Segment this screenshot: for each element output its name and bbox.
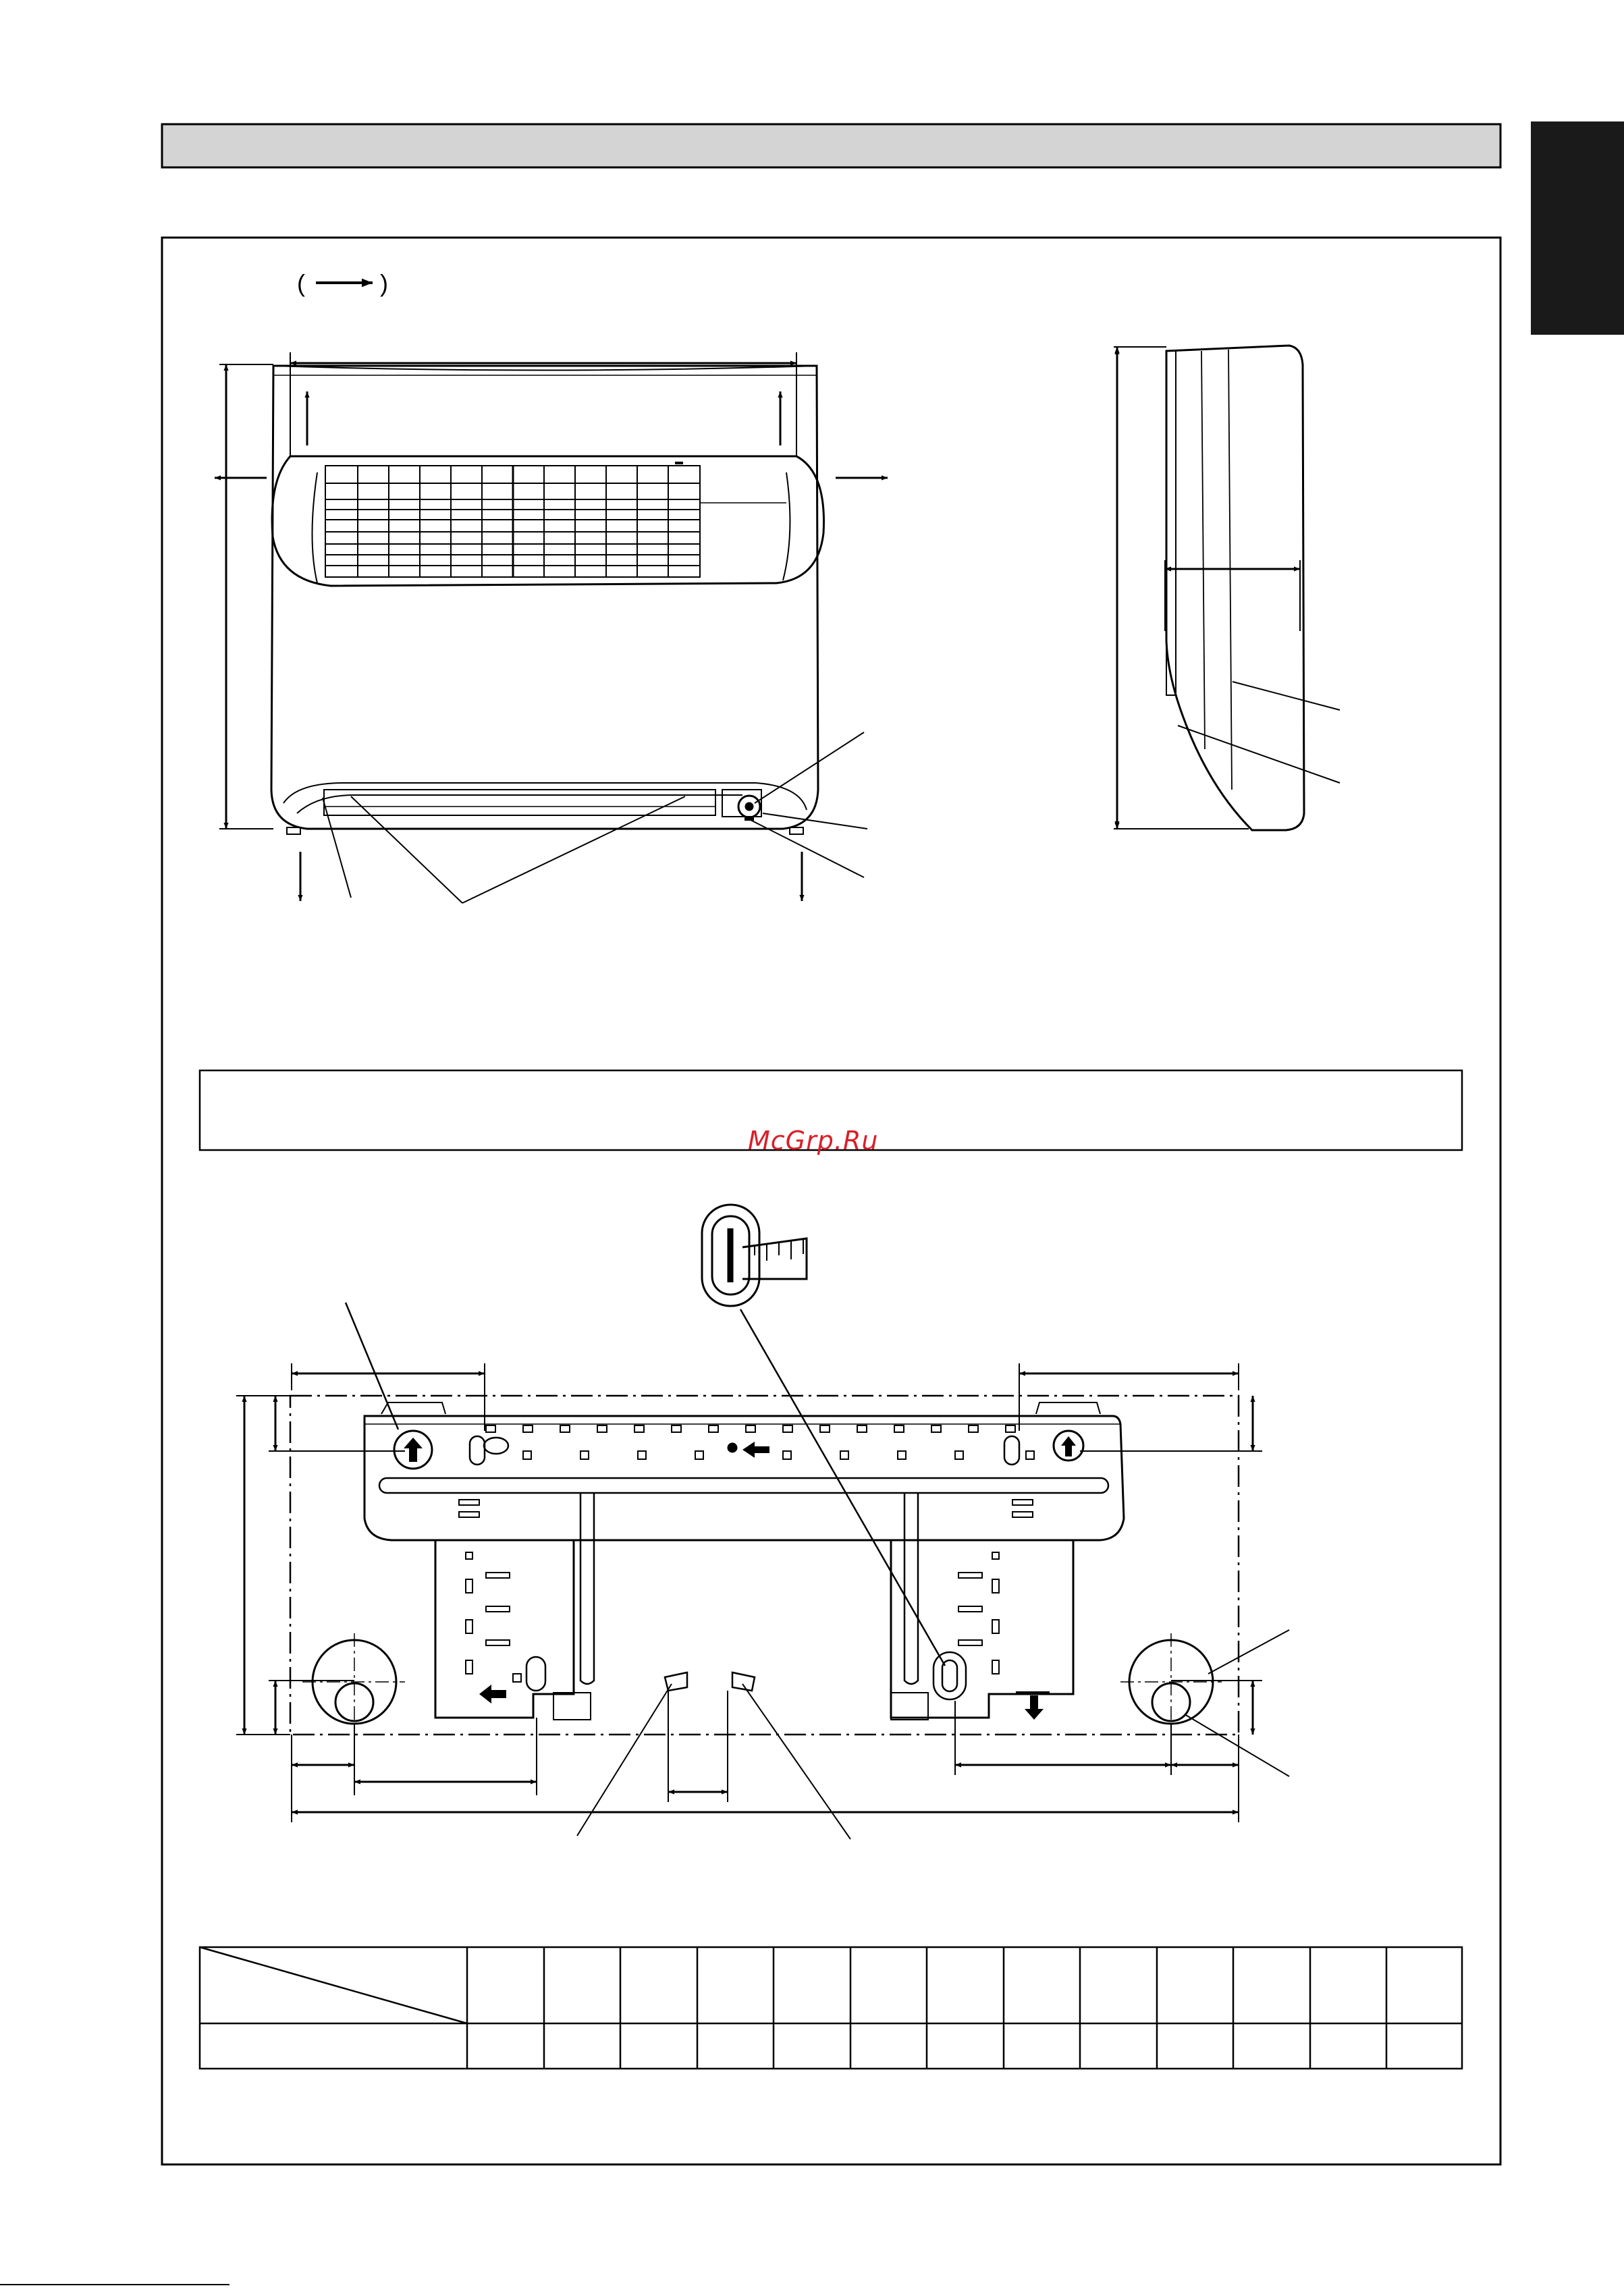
direction-key [297,269,388,297]
header-bar [162,124,1500,167]
ac-unit-top-icon [215,352,888,586]
content-frame [162,238,1500,2164]
spec-table [200,1947,1462,2069]
ac-unit-side-icon [1114,346,1340,830]
mounting-plate-icon [236,1303,1289,1839]
ac-unit-front-icon [219,364,867,903]
level-gauge-icon [702,1205,945,1666]
direction-close-paren: ) [380,269,388,297]
table-header-diagonal [200,1947,467,2023]
direction-open-paren: ( [297,269,305,297]
side-tab [1531,121,1624,335]
table-frame [200,1947,1462,2069]
watermark: McGrp.Ru [748,1126,879,1155]
